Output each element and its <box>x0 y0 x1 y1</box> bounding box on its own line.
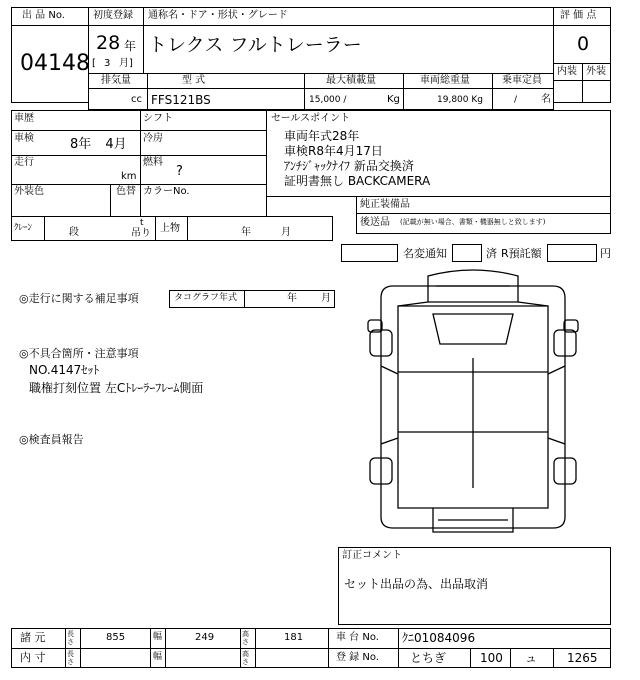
notice-box-2 <box>452 244 482 262</box>
inner-height-label: 高さ <box>242 650 249 666</box>
crane-ton: t <box>140 218 144 228</box>
chassis-label: 車 台 No. <box>336 632 379 643</box>
ext-color-label: 外装色 <box>14 186 44 197</box>
crane-hang: 吊り <box>131 228 151 239</box>
reg-kana: ュ <box>525 651 538 665</box>
name-change-label: 名変通知 <box>403 247 447 260</box>
first-registration-label: 初度登録 <box>93 10 133 21</box>
inner-dims-label: 内 寸 <box>20 651 46 664</box>
inspection-value: 8年 4月 <box>70 137 127 152</box>
width-value: 249 <box>195 632 215 643</box>
mileage-label: 走行 <box>14 157 34 168</box>
shift-label: シフト <box>143 113 173 124</box>
lot-label: 出 品 No. <box>22 10 65 21</box>
joso-year: 年 <box>241 227 251 238</box>
reg-number: 1265 <box>567 651 598 665</box>
grade-label: 評 価 点 <box>560 10 597 21</box>
sales-point-line-3: ｱﾝﾁｼﾞｬｯｸﾅｲﾌ 新品交換済 <box>284 159 414 173</box>
r-deposit-label: R預託額 <box>501 247 542 260</box>
cc-unit: cc <box>131 94 142 105</box>
sales-point-line-1: 車両年式28年 <box>284 129 360 143</box>
first-registration-year: 28 <box>96 32 121 54</box>
after-delivery-label: 後送品 <box>360 217 390 228</box>
inspector-report-title: ◎検査員報告 <box>19 433 84 446</box>
first-registration-month: 3 <box>104 58 111 69</box>
height-label: 高さ <box>242 630 249 646</box>
dims-label: 諸 元 <box>20 631 46 644</box>
year-unit: 年 <box>124 39 137 53</box>
defects-line-2: 職権打刻位置 左Cﾄﾚｰﾗｰﾌﾚｰﾑ側面 <box>29 381 204 395</box>
after-delivery-note: (記載が無い場合、書類・機器無しと致します) <box>400 218 546 226</box>
length-value: 855 <box>106 632 126 643</box>
model-header-label: 通称名・ドア・形状・グレード <box>148 10 288 21</box>
max-load-unit: Kg <box>387 94 400 105</box>
displacement-label: 排気量 <box>101 75 131 86</box>
correction-text: セット出品の為、出品取消 <box>344 577 489 591</box>
tacho-year: 年 <box>287 293 297 304</box>
joso-label: 上物 <box>160 223 180 234</box>
inspection-label: 車検 <box>14 133 34 144</box>
capacity-value: / <box>514 95 518 105</box>
fuel-value: ? <box>176 164 183 179</box>
genuine-equipment-label: 純正装備品 <box>360 199 410 210</box>
fuel-label: 燃料 <box>143 157 163 168</box>
max-load-label: 最大積載量 <box>326 75 376 86</box>
capacity-unit: 名 <box>541 94 551 105</box>
tacho-label: タコグラフ年式 <box>174 293 238 303</box>
model-code: FFS121BS <box>151 93 211 107</box>
chassis-value: ｸﾆ01084096 <box>402 631 476 645</box>
sales-point-line-4: 証明書無し BACKCAMERA <box>284 174 431 188</box>
inner-length-label: 長さ <box>67 650 74 666</box>
r-deposit-prefix: 済 <box>486 247 497 260</box>
exterior-label: 外装 <box>586 66 606 77</box>
lot-number: 04148 <box>20 51 90 76</box>
notice-box-1 <box>341 244 398 262</box>
vehicle-diagram <box>338 262 608 544</box>
sales-point-line-2: 車検R8年4月17日 <box>284 144 383 158</box>
ac-label: 冷房 <box>143 133 163 144</box>
mileage-note-title: ◎走行に関する補足事項 <box>19 292 139 305</box>
tacho-month: 月 <box>321 293 331 304</box>
color-change-label: 色替 <box>116 186 136 197</box>
correction-label: 訂正コメント <box>342 550 402 561</box>
crane-stage: 段 <box>69 227 79 238</box>
month-open: [ <box>92 58 96 69</box>
length-label: 長さ <box>67 630 74 646</box>
joso-month: 月 <box>281 227 291 238</box>
width-label: 幅 <box>153 632 163 642</box>
notice-box-3 <box>547 244 597 262</box>
defects-line-1: NO.4147ｾｯﾄ <box>29 363 100 377</box>
model-name: トレクス フルトレーラー <box>148 34 362 56</box>
interior-label: 内装 <box>557 66 577 77</box>
km-unit: km <box>121 171 137 182</box>
max-load-value: 15,000 / <box>309 95 347 105</box>
gross-weight-label: 車両総重量 <box>420 75 470 86</box>
grade-value: 0 <box>577 33 590 55</box>
gross-weight-value: 19,800 Kg <box>437 95 483 105</box>
month-close: 月] <box>119 58 133 69</box>
defects-title: ◎不具合箇所・注意事項 <box>19 347 139 360</box>
color-code-label: カラーNo. <box>143 186 190 197</box>
type-label: 型 式 <box>182 75 206 86</box>
height-value: 181 <box>284 632 304 643</box>
sales-point-label: セールスポイント <box>271 113 351 124</box>
crane-label: ｸﾚｰﾝ <box>14 223 33 233</box>
history-label: 車歴 <box>14 113 34 124</box>
reg-area: とちぎ <box>410 651 447 665</box>
inner-width-label: 幅 <box>153 652 163 662</box>
reg-label: 登 録 No. <box>336 652 379 663</box>
reg-class: 100 <box>480 651 503 665</box>
yen-unit: 円 <box>600 247 611 260</box>
capacity-label: 乗車定員 <box>502 75 542 86</box>
detail-grid <box>11 110 267 217</box>
